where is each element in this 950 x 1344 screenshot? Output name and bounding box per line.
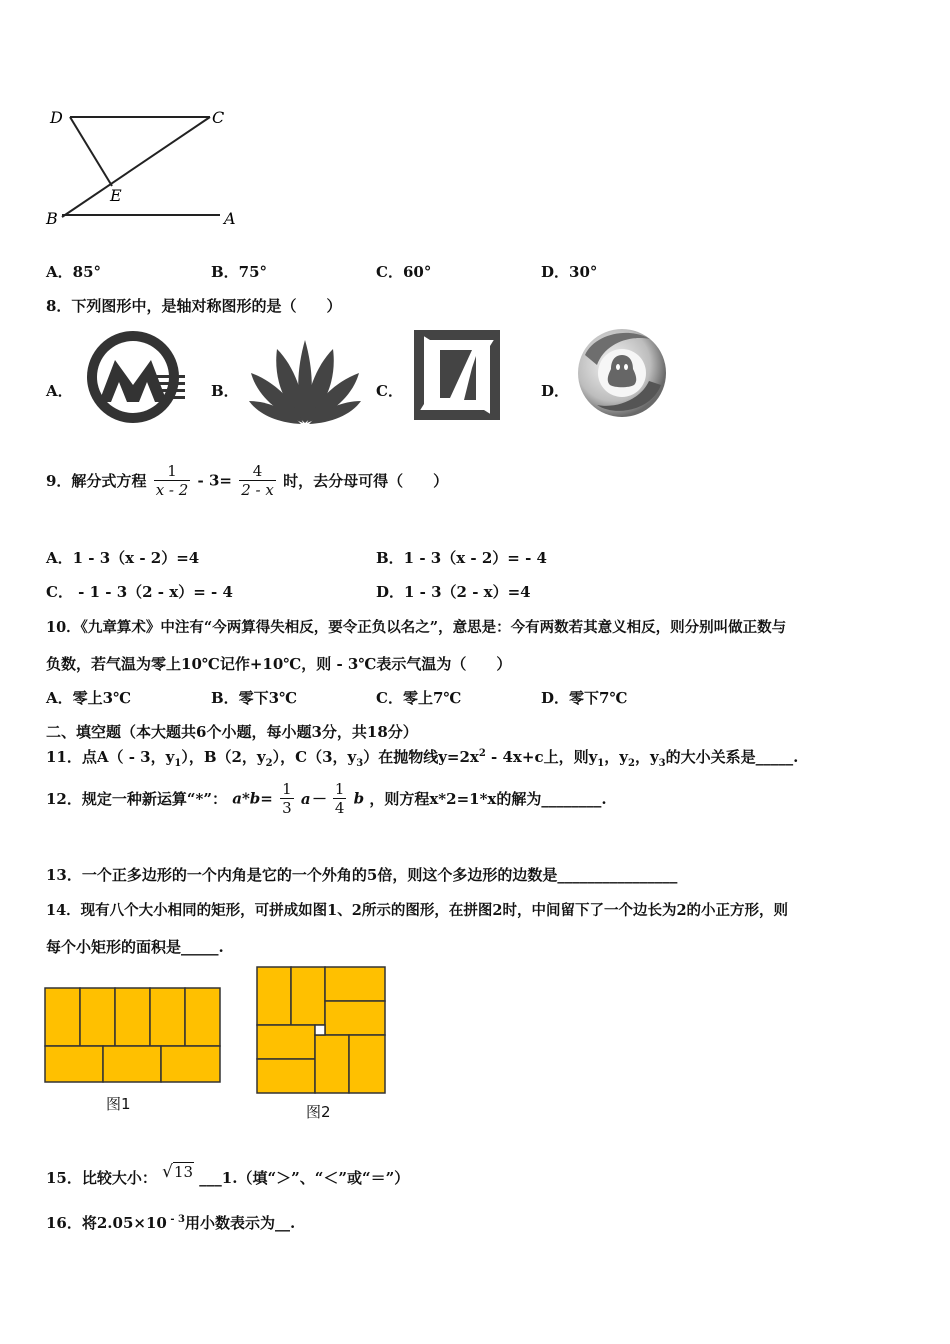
q8-option-d: D．: [541, 382, 570, 400]
q12-fraction-1: [280, 780, 294, 817]
q12-prefix: 12．规定一种新运算“*”：: [46, 790, 227, 808]
q9-fraction-1: [154, 462, 191, 499]
q10-option-a: A．零上3℃: [46, 689, 132, 707]
q9-suffix: 时，去分母可得（ ）: [283, 472, 449, 490]
q11-s3: 3: [356, 758, 364, 769]
q7-option-c: C．60°: [376, 263, 432, 281]
q12-a-minus: a－: [300, 790, 326, 808]
q15-radicand: 13: [173, 1163, 194, 1181]
q11-s1: 1: [174, 758, 182, 769]
q11-g: ，y: [634, 748, 659, 766]
q9-option-b: B．1 - 3（x - 2）= - 4: [376, 549, 547, 567]
q9-fraction-2: [239, 462, 276, 499]
q11-b: ），B（2，y: [181, 748, 266, 766]
q13-stem: 13．一个正多边形的一个内角是它的一个外角的5倍，则这个多边形的边数是________________: [46, 866, 678, 884]
sqrt-symbol: √: [162, 1162, 173, 1182]
q11-d: ）在抛物线y=2x: [363, 748, 479, 766]
q8-option-c: C．: [376, 382, 403, 400]
q12-ab: a*b=: [232, 789, 273, 808]
q15-stem: [46, 1162, 409, 1188]
figure-2-caption: 图2: [306, 1103, 331, 1121]
label-C: C: [212, 108, 225, 127]
q11-stem: [46, 746, 798, 769]
q9-prefix: 9．解分式方程: [46, 472, 147, 490]
q15-suffix: ___1.（填“＞”、“＜”或“＝”）: [199, 1169, 410, 1187]
geometry-figure: [40, 100, 250, 235]
q10-option-b: B．零下3℃: [211, 689, 298, 707]
q7-option-a: A．85°: [46, 263, 102, 281]
label-E: E: [110, 186, 122, 205]
tiling-figure-2: [254, 965, 388, 1099]
tiling-figure-1: [44, 986, 224, 1086]
q9-option-a: A．1 - 3（x - 2）=4: [46, 549, 200, 567]
section-2-heading: 二、填空题（本大题共6个小题，每小题3分，共18分）: [46, 723, 418, 741]
logo-d-image: [575, 325, 670, 420]
q11-s3b: 3: [658, 758, 666, 769]
q8-option-b: B．: [211, 382, 239, 400]
logo-c-image: [410, 328, 505, 423]
q11-a: 11．点A（ - 3，y: [46, 748, 175, 766]
q11-f: ，y: [604, 748, 628, 766]
q9-option-c: C． - 1 - 3（2 - x）= - 4: [46, 583, 233, 601]
q9-frac2-num: 4: [252, 462, 263, 480]
q10-option-d: D．零下7℃: [541, 689, 628, 707]
label-D: D: [50, 108, 63, 127]
q9-frac2-den: 2 - x: [241, 481, 274, 499]
q12-f1-num: 1: [282, 780, 292, 798]
q14-line-2: 每个小矩形的面积是_____.: [46, 938, 224, 956]
q10-line-1: 10．《九章算术》中注有“今两算得失相反，要令正负以名之”，意思是：今有两数若其意义相反，则分别叫做正数与: [46, 619, 787, 636]
q12-f2-den: 4: [334, 799, 345, 817]
q8-option-a: A．: [46, 382, 73, 400]
label-A: A: [224, 209, 236, 228]
q12-f2-num: 1: [334, 780, 345, 798]
figure-1-caption: 图1: [106, 1095, 131, 1113]
q15-prefix: 15．比较大小：: [46, 1169, 157, 1187]
q9-frac1-num: 1: [167, 462, 177, 480]
q7-option-d: D．30°: [541, 263, 598, 281]
q12-fraction-2: [333, 780, 347, 817]
logo-b-image: [245, 335, 365, 425]
q11-e: - 4x+c上，则y: [485, 748, 598, 766]
q12-b-var: b: [353, 789, 365, 808]
q11-s2b: 2: [627, 758, 635, 769]
q10-line-2: 负数，若气温为零上10℃记作+10℃，则 - 3℃表示气温为（ ）: [46, 655, 512, 673]
q10-option-c: C．零上7℃: [376, 689, 462, 707]
q11-h: 的大小关系是_____.: [665, 748, 799, 766]
q9-stem: [46, 462, 448, 499]
q16-sup: - 3: [166, 1214, 185, 1225]
q9-frac1-den: x - 2: [155, 481, 189, 499]
q9-option-d: D．1 - 3（2 - x）=4: [376, 583, 531, 601]
q12-stem: [46, 780, 607, 817]
q11-sup: 2: [478, 748, 486, 759]
q12-f1-den: 3: [282, 799, 292, 817]
q16-suffix: 用小数表示为__.: [184, 1214, 296, 1232]
q16-prefix: 16．将2.05×10: [46, 1214, 167, 1232]
q11-s1b: 1: [597, 758, 605, 769]
q11-s2: 2: [265, 758, 273, 769]
q14-line-1: 14．现有八个大小相同的矩形，可拼成如图1、2所示的图形，在拼图2时，中间留下了一个边长为2的小正方形，则: [46, 902, 789, 919]
q12-suffix: ，则方程x*2=1*x的解为________.: [369, 790, 607, 808]
label-B: B: [46, 209, 58, 228]
q11-c: ），C（3，y: [272, 748, 357, 766]
logo-a-image: [85, 330, 185, 425]
q9-middle: - 3=: [197, 471, 232, 490]
q8-stem: 8．下列图形中，是轴对称图形的是（ ）: [46, 297, 342, 315]
q16-stem: [46, 1212, 295, 1233]
q7-option-b: B．75°: [211, 263, 268, 281]
